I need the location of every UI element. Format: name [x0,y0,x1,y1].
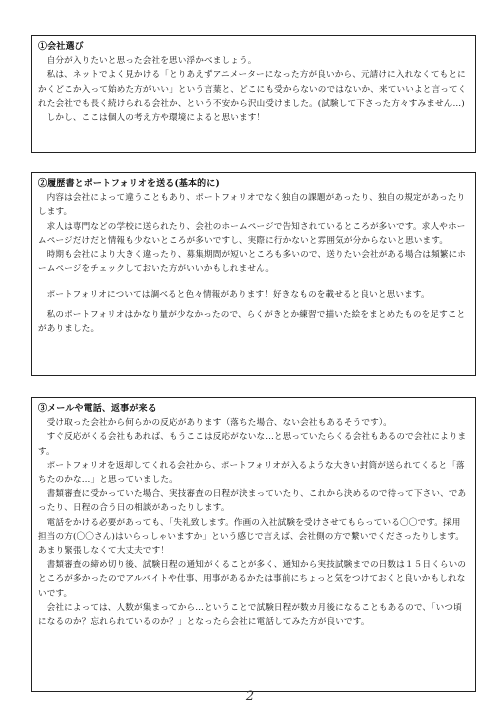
section-heading: ②履歴書とポートフォリオを送る(基本的に) [38,179,220,189]
page-number: 2 [245,689,255,704]
section-company-choice [31,35,476,153]
paragraph: ポートフォリオを返却してくれる会社から、ポートフォリオが入るような大きい封筒が送られてくると「落ちたのかな…」と思っていました。 [38,460,465,486]
paragraph: 私のポートフォリオはかなり量が少なかったので、らくがきとか練習で描いた絵をまとめたものを足すことがありました。 [38,309,466,334]
paragraph: すぐ反応がくる会社もあれば、もうここは反応がないな…と思っていたらくる会社もあるので会社によります。 [38,432,467,457]
paragraph: 会社によっては、人数が集まってから…ということで試験日程が数カ月後になることもあるので、「いつ頃になるのか？忘れられているのか？」となったら会社に電話してみた方が良いです。 [38,602,462,628]
paragraph: しかし、ここは個人の考え方や環境によると思います！ [46,113,266,124]
paragraph: 私は、ネットでよく見かける「とりあえずアニメーターになった方が良いから、元請けに入れなくてもとにかくどこか入って始めた方がいい」という言葉と、どこにも受からないのではないか、来ていいよと言ってくれた会社でも長く続けられる会社か、という不安から沢山受けました。(試験して下さった方々すみません…) [38,70,467,109]
paragraph: 内容は会社によって違うこともあり、ポートフォリオでなく独自の課題があったり、独自の規定があったりします。 [38,193,466,218]
paragraph: 受け取った会社から何らかの反応があります（落ちた場合、ない会社もあるそうです）。 [46,418,393,429]
paragraph: 書類審査に受かっていた場合、実技審査の日程が決まっていたり、これから決めるので待って下さい、であったり、日程の合う日の相談があったりします。 [38,489,467,514]
section-reply [31,397,476,692]
paragraph: 求人は専門などの学校に送られたり、会社のホームページで告知されているところが多いです。求人やホームページだけだと情報も少ないところが多いですし、実際に行かないと雰囲気が分からないと思います。 [38,221,466,246]
paragraph: ポートフォリオについては調べると色々情報があります！好きなものを載せると良いと思います。 [46,290,430,301]
section-resume-portfolio [31,172,476,376]
paragraph: 書類審査の締め切り後、試験日程の通知がくることが多く、通知から実技試験までの日数は１５日くらいのところが多かったのでアルバイトや仕事、用事があるかたは事前にちょっと気をつけておくと良いかもしれないです。 [38,560,467,599]
section-heading: ①会社選び [38,42,84,52]
section-heading: ③メールや電話、返事が来る [38,404,157,414]
paragraph: 時期も会社により大きく違ったり、募集期間が短いところも多いので、送りたい会社がある場合は頻繁にホームページをチェックしておいた方がいいかもしれません。 [38,250,467,275]
paragraph: 自分が入りたいと思った会社を思い浮かべましょう。 [46,56,257,67]
paragraph: 電話をかける必要があっても、「失礼致します。作画の入社試験を受けさせてもらっている〇〇です。採用担当の方(〇〇さん)はいらっしゃいますか」という感じで言えば、会社側の方で繋いでくださったりします。あまり緊張しなくて大丈夫です！ [38,517,465,557]
